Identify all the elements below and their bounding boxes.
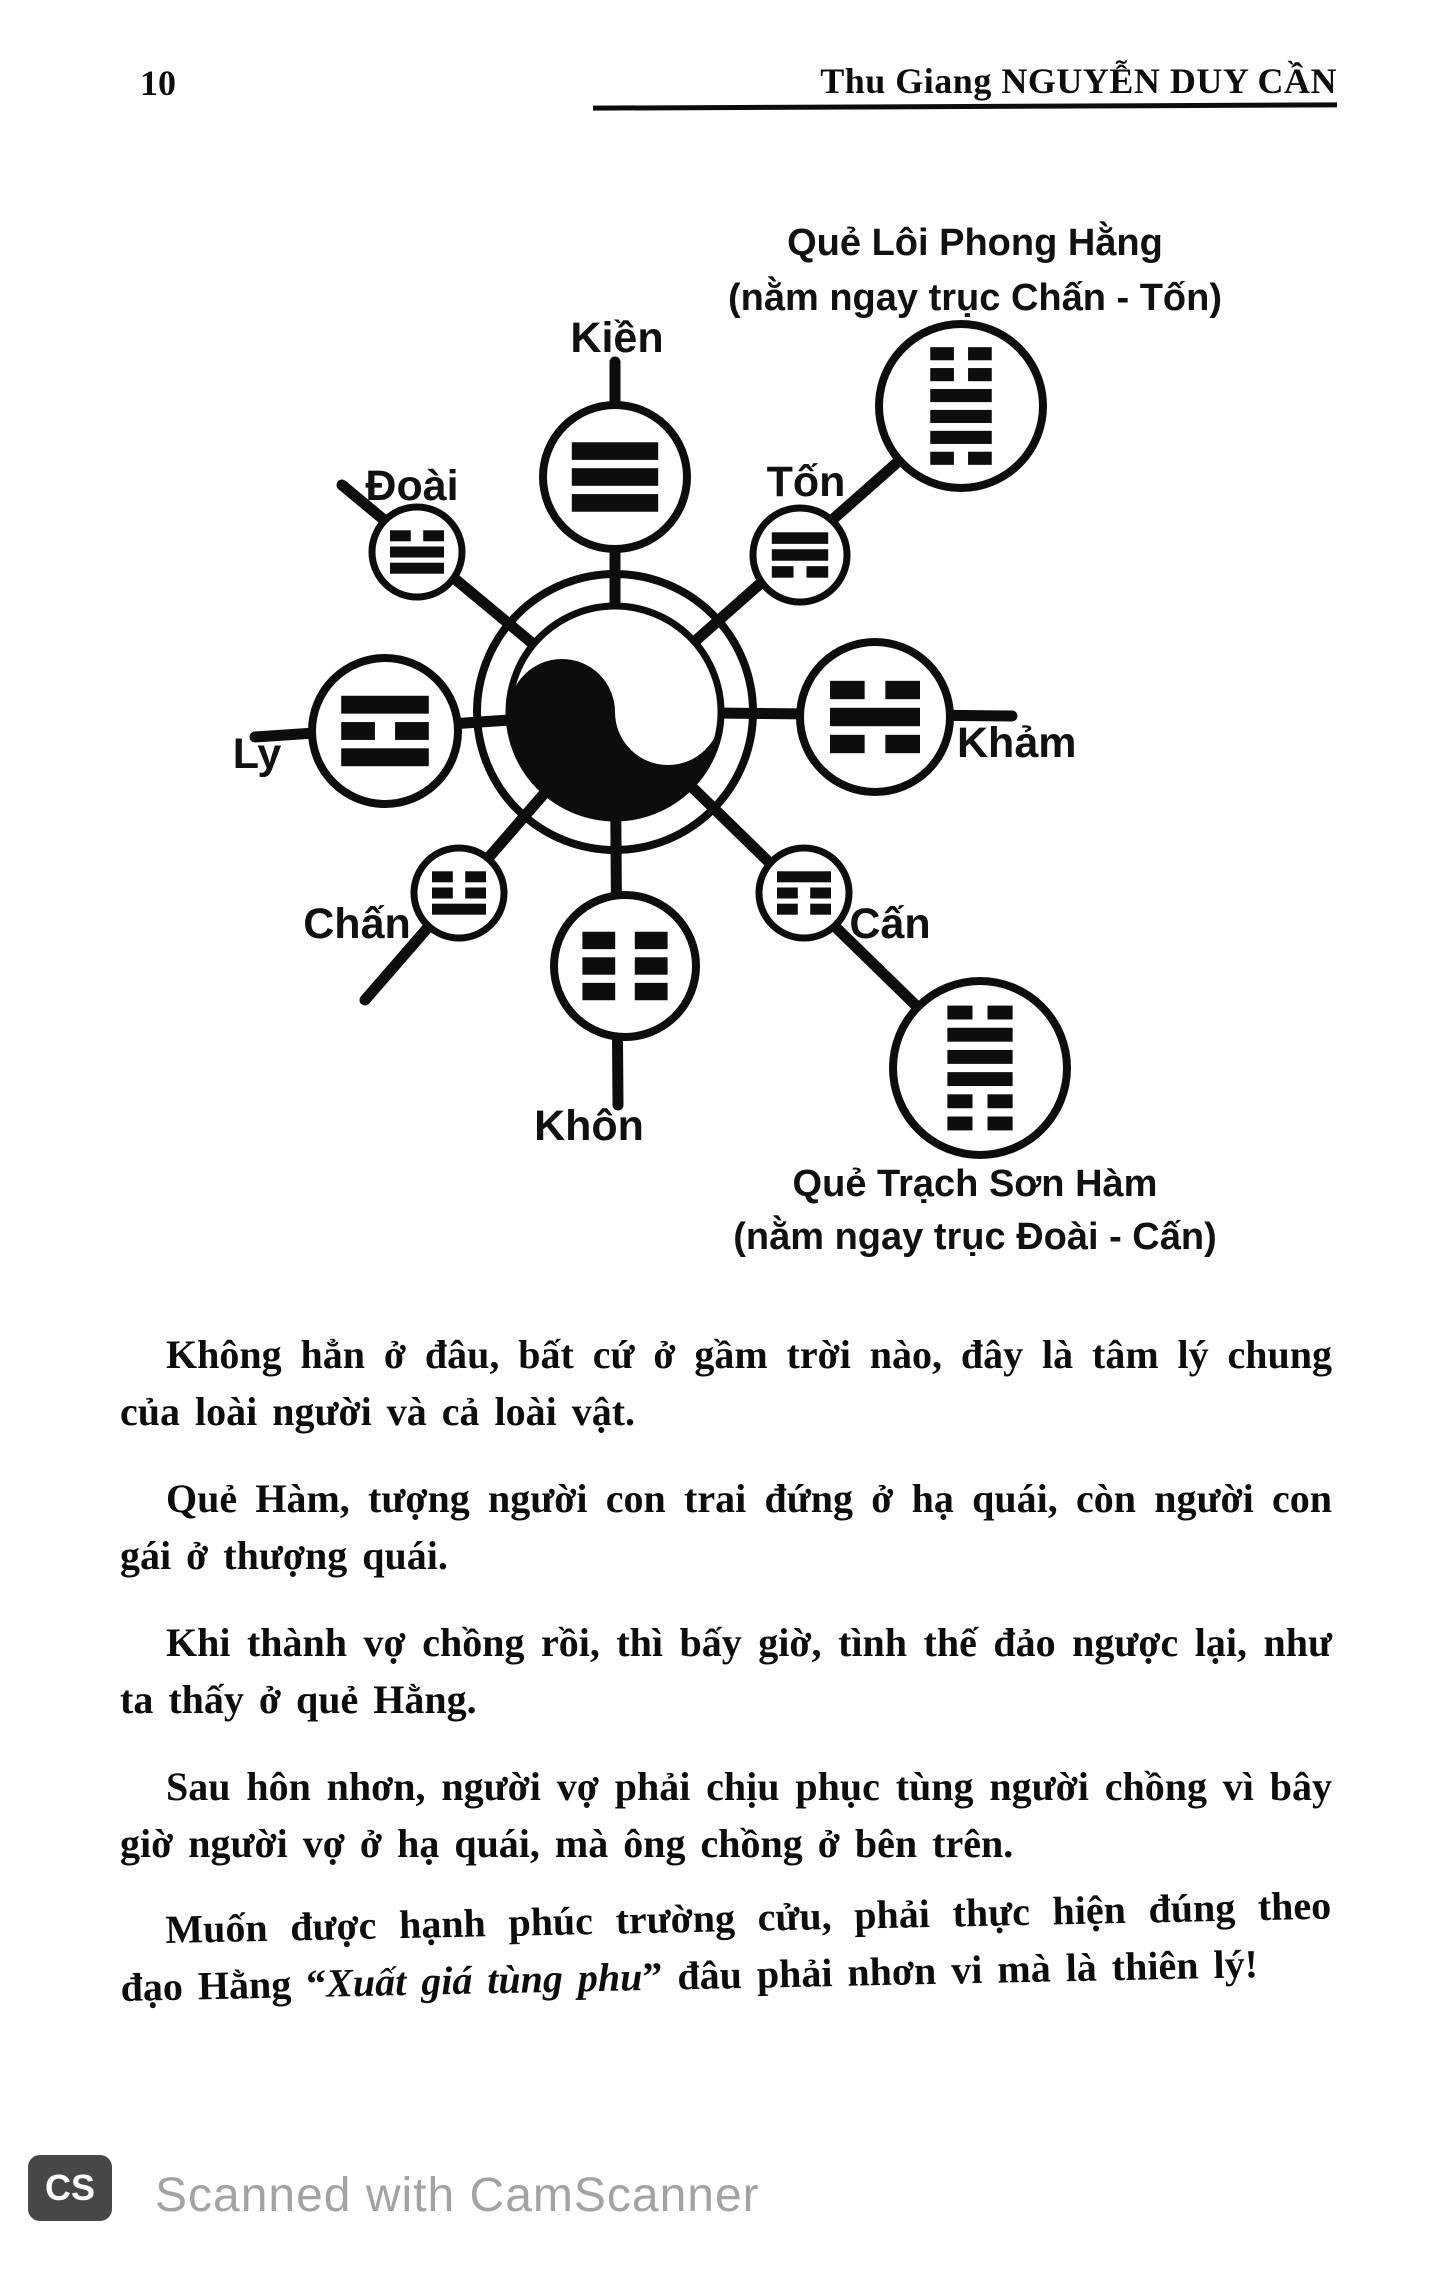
label-chan: Chấn — [303, 900, 411, 948]
paragraph-5-end: ” đâu phải nhơn vi mà là thiên lý! — [641, 1941, 1259, 2000]
label-doai: Đoài — [365, 462, 459, 510]
label-kham: Khảm — [957, 719, 1077, 767]
caption-ham-line1: Quẻ Trạch Sơn Hàm — [792, 1163, 1158, 1205]
trigram-circle-khon — [554, 895, 696, 1037]
body-text — [120, 1326, 1332, 2046]
camscanner-watermark: Scanned with CamScanner — [155, 2169, 760, 2222]
trigram-lines-kien — [572, 442, 658, 511]
label-ly: Ly — [232, 730, 282, 778]
paragraph-1: Không hẳn ở đâu, bất cứ ở gầm trời nào, đây là tâm lý chung của loài người và cả loài vật. — [120, 1332, 1332, 1434]
label-kien: Kiền — [570, 314, 664, 362]
trigram-circle-chan — [414, 848, 504, 938]
paragraph-4: Sau hôn nhơn, người vợ phải chịu phục tùng người chồng vì bây giờ người vợ ở hạ quái, mà ông chồng ở bên trên. — [120, 1764, 1332, 1866]
header-author: Thu Giang NGUYỄN DUY CẦN — [820, 61, 1337, 101]
hexagram-circle-hang — [879, 324, 1043, 488]
label-khon: Khôn — [534, 1102, 644, 1150]
trigram-circle-can — [759, 848, 849, 938]
page-number: 10 — [140, 63, 176, 103]
label-ton: Tốn — [766, 458, 846, 506]
caption-hang-line2: (nằm ngay trục Chấn - Tốn) — [728, 277, 1222, 319]
caption-ham-line2: (nằm ngay trục Đoài - Cấn) — [733, 1216, 1217, 1258]
paragraph-3: Khi thành vợ chồng rồi, thì bấy giờ, tình thế đảo ngược lại, như ta thấy ở quẻ Hằng. — [120, 1620, 1332, 1722]
paragraph-5-start: Muốn được hạnh phúc trường cửu, phải thực hiện đúng theo đạo Hằng “ — [120, 1882, 1332, 2010]
paragraph-5 — [119, 1877, 1333, 2016]
label-can: Cấn — [849, 900, 931, 948]
hexagram-circle-ham — [893, 981, 1067, 1155]
caption-hang-line1: Quẻ Lôi Phong Hằng — [787, 222, 1163, 264]
paragraph-5-quote: Xuất giá tùng phu — [325, 1954, 643, 2006]
trigram-circle-ly — [312, 658, 458, 804]
camscanner-logo — [28, 2155, 112, 2221]
paragraph-2: Quẻ Hàm, tượng người con trai đứng ở hạ quái, còn người con gái ở thượng quái. — [120, 1476, 1332, 1578]
yinyang-icon — [509, 606, 721, 818]
camscanner-logo-letters: CS — [44, 2167, 95, 2208]
